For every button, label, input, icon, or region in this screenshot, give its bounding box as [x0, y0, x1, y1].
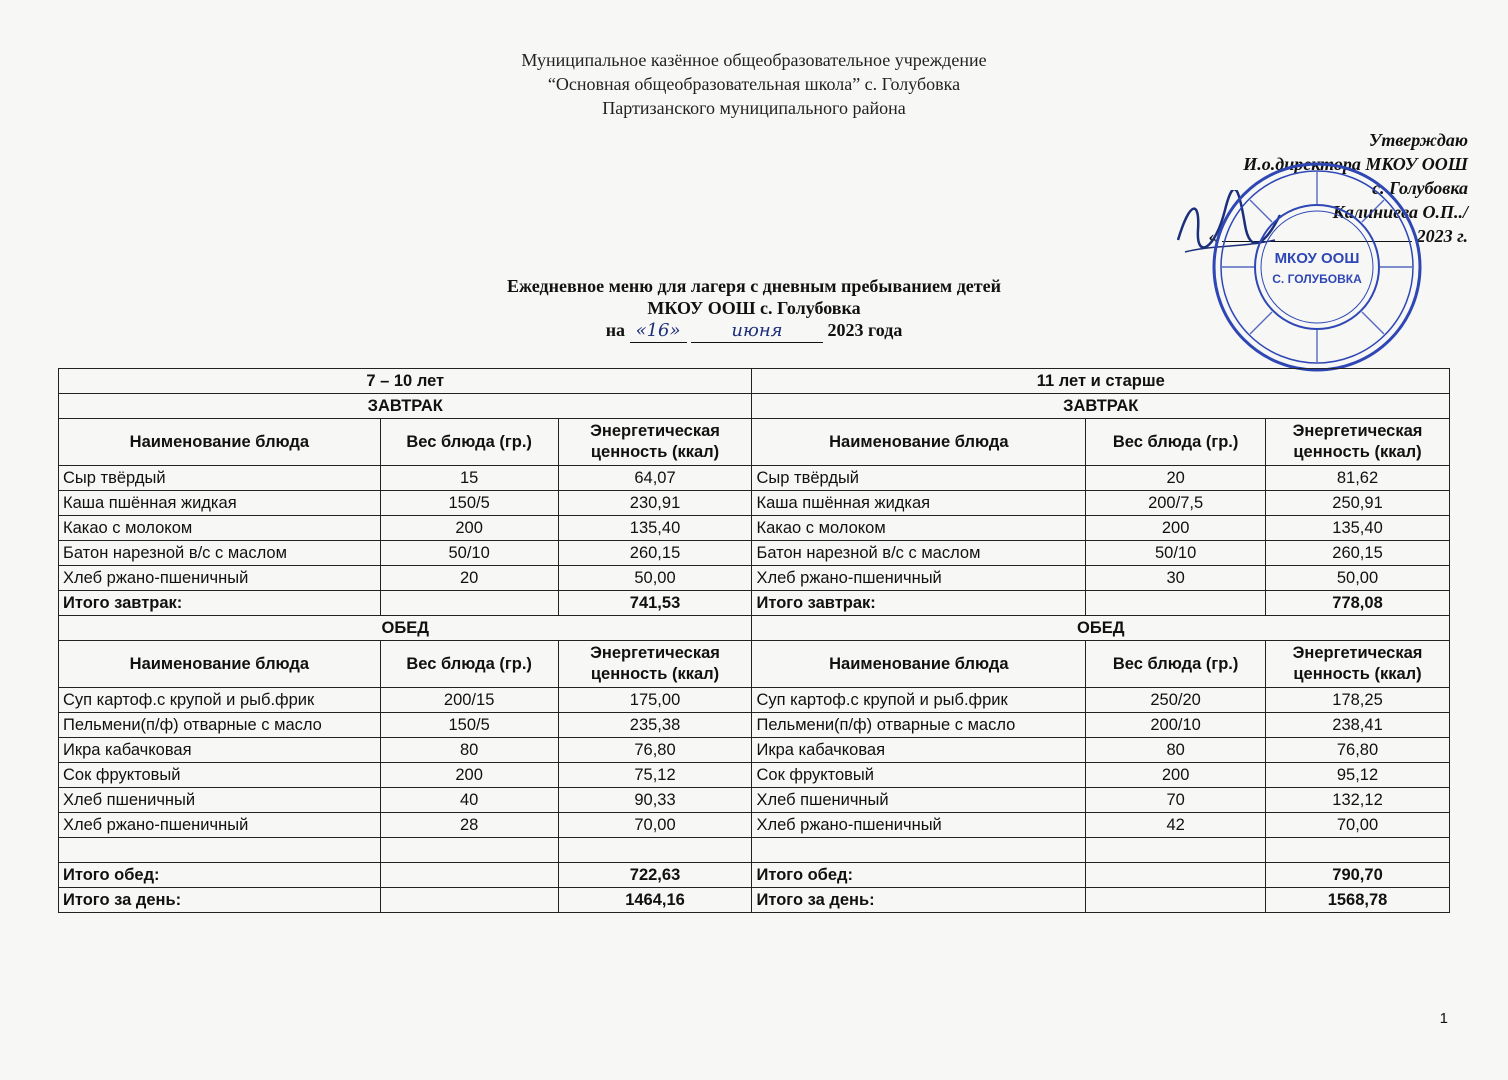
lunch-heading-right: ОБЕД — [752, 616, 1450, 641]
table-cell-r-weight: 250/20 — [1086, 688, 1266, 713]
stamp-line-1: МКОУ ООШ — [1274, 250, 1360, 267]
table-cell-r-energy: 250,91 — [1266, 491, 1450, 516]
table-cell-l-energy: 260,15 — [558, 541, 752, 566]
table-cell-l-weight: 80 — [380, 738, 558, 763]
breakfast-heading-left: ЗАВТРАК — [59, 394, 752, 419]
table-cell-r-energy — [1266, 838, 1450, 863]
table-cell-l-weight: 50/10 — [380, 541, 558, 566]
table-cell-r-name: Какао с молоком — [752, 516, 1086, 541]
table-cell-l-energy: 70,00 — [558, 813, 752, 838]
table-cell-l-energy: 235,38 — [558, 713, 752, 738]
table-cell-l-energy: 175,00 — [558, 688, 752, 713]
col-energy-header: Энергетическая ценность (ккал) — [558, 419, 752, 466]
table-cell-r-weight: 80 — [1086, 738, 1266, 763]
table-cell-r-weight: 50/10 — [1086, 541, 1266, 566]
table-row — [59, 788, 1450, 813]
table-cell-r-name — [752, 838, 1086, 863]
date-month: июня — [691, 320, 823, 343]
total-value: 790,70 — [1266, 863, 1450, 888]
table-cell-l-weight — [380, 838, 558, 863]
table-row — [59, 688, 1450, 713]
table-cell-r-weight: 70 — [1086, 788, 1266, 813]
table-row — [59, 713, 1450, 738]
table-cell-l-energy: 230,91 — [558, 491, 752, 516]
table-cell-r-energy: 50,00 — [1266, 566, 1450, 591]
approval-title: Утверждаю — [1368, 130, 1468, 150]
table-cell-r-energy: 76,80 — [1266, 738, 1450, 763]
table-cell-r-weight: 200 — [1086, 516, 1266, 541]
title-line-1: Ежедневное меню для лагеря с дневным пребыванием детей — [506, 276, 1001, 296]
day-total-row — [59, 888, 1450, 913]
table-row — [59, 763, 1450, 788]
col-weight-header: Вес блюда (гр.) — [1086, 641, 1266, 688]
table-cell-l-energy: 90,33 — [558, 788, 752, 813]
col-energy-header: Энергетическая ценность (ккал) — [558, 641, 752, 688]
lunch-total-row — [59, 863, 1450, 888]
table-cell-l-weight: 28 — [380, 813, 558, 838]
table-cell-r-weight: 200/10 — [1086, 713, 1266, 738]
organization-header — [0, 48, 1508, 120]
table-cell-l-weight: 200 — [380, 516, 558, 541]
table-cell-r-energy: 135,40 — [1266, 516, 1450, 541]
col-energy-header: Энергетическая ценность (ккал) — [1266, 641, 1450, 688]
table-cell-l-name — [59, 838, 381, 863]
table-cell-l-name: Суп картоф.с крупой и рыб.фрик — [59, 688, 381, 713]
breakfast-heading-right: ЗАВТРАК — [752, 394, 1450, 419]
table-cell-r-name: Суп картоф.с крупой и рыб.фрик — [752, 688, 1086, 713]
date-suffix: 2023 года — [827, 320, 903, 340]
col-name-header: Наименование блюда — [752, 419, 1086, 466]
table-cell-r-name: Икра кабачковая — [752, 738, 1086, 763]
table-cell-r-energy: 70,00 — [1266, 813, 1450, 838]
breakfast-total-row — [59, 591, 1450, 616]
lunch-column-headers — [59, 641, 1450, 688]
table-cell-l-energy — [558, 838, 752, 863]
table-cell-r-energy: 260,15 — [1266, 541, 1450, 566]
approval-position: И.о.директора МКОУ ООШ — [1243, 154, 1468, 174]
table-cell-r-name: Каша пшённая жидкая — [752, 491, 1086, 516]
table-cell-l-weight: 200 — [380, 763, 558, 788]
age-group-right: 11 лет и старше — [752, 369, 1450, 394]
org-line-3: Партизанского муниципального района — [602, 98, 906, 118]
table-cell-r-name: Батон нарезной в/с с маслом — [752, 541, 1086, 566]
table-row — [59, 838, 1450, 863]
total-value: 1464,16 — [558, 888, 752, 913]
table-cell-l-weight: 200/15 — [380, 688, 558, 713]
table-cell-l-name: Батон нарезной в/с с маслом — [59, 541, 381, 566]
total-label: Итого за день: — [752, 888, 1086, 913]
total-label: Итого завтрак: — [752, 591, 1086, 616]
approval-date-prefix: « — [1208, 226, 1218, 246]
date-day: «16» — [630, 320, 687, 343]
table-cell-l-name: Какао с молоком — [59, 516, 381, 541]
table-cell-l-energy: 50,00 — [558, 566, 752, 591]
table-cell-r-energy: 178,25 — [1266, 688, 1450, 713]
breakfast-column-headers — [59, 419, 1450, 466]
lunch-heading-left: ОБЕД — [59, 616, 752, 641]
total-label: Итого за день: — [59, 888, 381, 913]
menu-table — [58, 368, 1450, 913]
table-cell-r-name: Пельмени(п/ф) отварные с масло — [752, 713, 1086, 738]
stamp-line-2: С. ГОЛУБОВКА — [1272, 272, 1362, 286]
total-value: 1568,78 — [1266, 888, 1450, 913]
table-cell-r-name: Хлеб ржано-пшеничный — [752, 566, 1086, 591]
table-row — [59, 491, 1450, 516]
table-cell-l-weight: 20 — [380, 566, 558, 591]
table-cell-r-name: Хлеб ржано-пшеничный — [752, 813, 1086, 838]
org-line-1: Муниципальное казённое общеобразовательное учреждение — [521, 50, 987, 70]
table-cell-l-name: Пельмени(п/ф) отварные с масло — [59, 713, 381, 738]
table-row — [59, 566, 1450, 591]
approval-location: с. Голубовка — [1372, 178, 1468, 198]
table-cell-r-weight: 200 — [1086, 763, 1266, 788]
table-cell-l-weight: 15 — [380, 466, 558, 491]
col-weight-header: Вес блюда (гр.) — [380, 641, 558, 688]
approval-name: Калиниева О.П../ — [1332, 202, 1468, 222]
col-weight-header: Вес блюда (гр.) — [380, 419, 558, 466]
table-cell-l-energy: 75,12 — [558, 763, 752, 788]
title-line-2: МКОУ ООШ с. Голубовка — [647, 298, 861, 318]
date-prefix: на — [605, 320, 626, 340]
table-cell-l-energy: 76,80 — [558, 738, 752, 763]
table-cell-l-name: Каша пшённая жидкая — [59, 491, 381, 516]
col-name-header: Наименование блюда — [752, 641, 1086, 688]
document-title — [0, 275, 1508, 343]
col-name-header: Наименование блюда — [59, 419, 381, 466]
org-line-2: “Основная общеобразовательная школа” с. Голубовка — [547, 74, 961, 94]
age-group-left: 7 – 10 лет — [59, 369, 752, 394]
table-cell-l-name: Сыр твёрдый — [59, 466, 381, 491]
total-label: Итого обед: — [59, 863, 381, 888]
table-cell-r-energy: 95,12 — [1266, 763, 1450, 788]
approval-date-suffix: 2023 г. — [1416, 226, 1468, 246]
table-cell-l-weight: 40 — [380, 788, 558, 813]
table-cell-r-weight: 20 — [1086, 466, 1266, 491]
total-value: 778,08 — [1266, 591, 1450, 616]
table-row — [59, 738, 1450, 763]
table-cell-l-name: Хлеб ржано-пшеничный — [59, 813, 381, 838]
table-cell-r-name: Сок фруктовый — [752, 763, 1086, 788]
total-value: 741,53 — [558, 591, 752, 616]
table-cell-l-name: Хлеб ржано-пшеничный — [59, 566, 381, 591]
table-cell-r-weight: 200/7,5 — [1086, 491, 1266, 516]
table-cell-l-weight: 150/5 — [380, 713, 558, 738]
page-number: 1 — [1439, 1010, 1448, 1027]
total-label: Итого завтрак: — [59, 591, 381, 616]
table-cell-r-weight — [1086, 838, 1266, 863]
table-cell-l-name: Икра кабачковая — [59, 738, 381, 763]
table-cell-l-energy: 64,07 — [558, 466, 752, 491]
table-cell-l-energy: 135,40 — [558, 516, 752, 541]
table-cell-l-name: Сок фруктовый — [59, 763, 381, 788]
col-weight-header: Вес блюда (гр.) — [1086, 419, 1266, 466]
col-name-header: Наименование блюда — [59, 641, 381, 688]
title-date-line — [0, 319, 1508, 343]
table-row — [59, 466, 1450, 491]
table-cell-r-weight: 42 — [1086, 813, 1266, 838]
total-value: 722,63 — [558, 863, 752, 888]
table-row — [59, 516, 1450, 541]
table-cell-r-name: Хлеб пшеничный — [752, 788, 1086, 813]
total-label: Итого обед: — [752, 863, 1086, 888]
table-cell-r-energy: 238,41 — [1266, 713, 1450, 738]
table-row — [59, 541, 1450, 566]
table-row — [59, 813, 1450, 838]
table-cell-r-weight: 30 — [1086, 566, 1266, 591]
col-energy-header: Энергетическая ценность (ккал) — [1266, 419, 1450, 466]
table-cell-l-name: Хлеб пшеничный — [59, 788, 381, 813]
table-cell-l-weight: 150/5 — [380, 491, 558, 516]
table-cell-r-energy: 81,62 — [1266, 466, 1450, 491]
table-cell-r-energy: 132,12 — [1266, 788, 1450, 813]
table-cell-r-name: Сыр твёрдый — [752, 466, 1086, 491]
